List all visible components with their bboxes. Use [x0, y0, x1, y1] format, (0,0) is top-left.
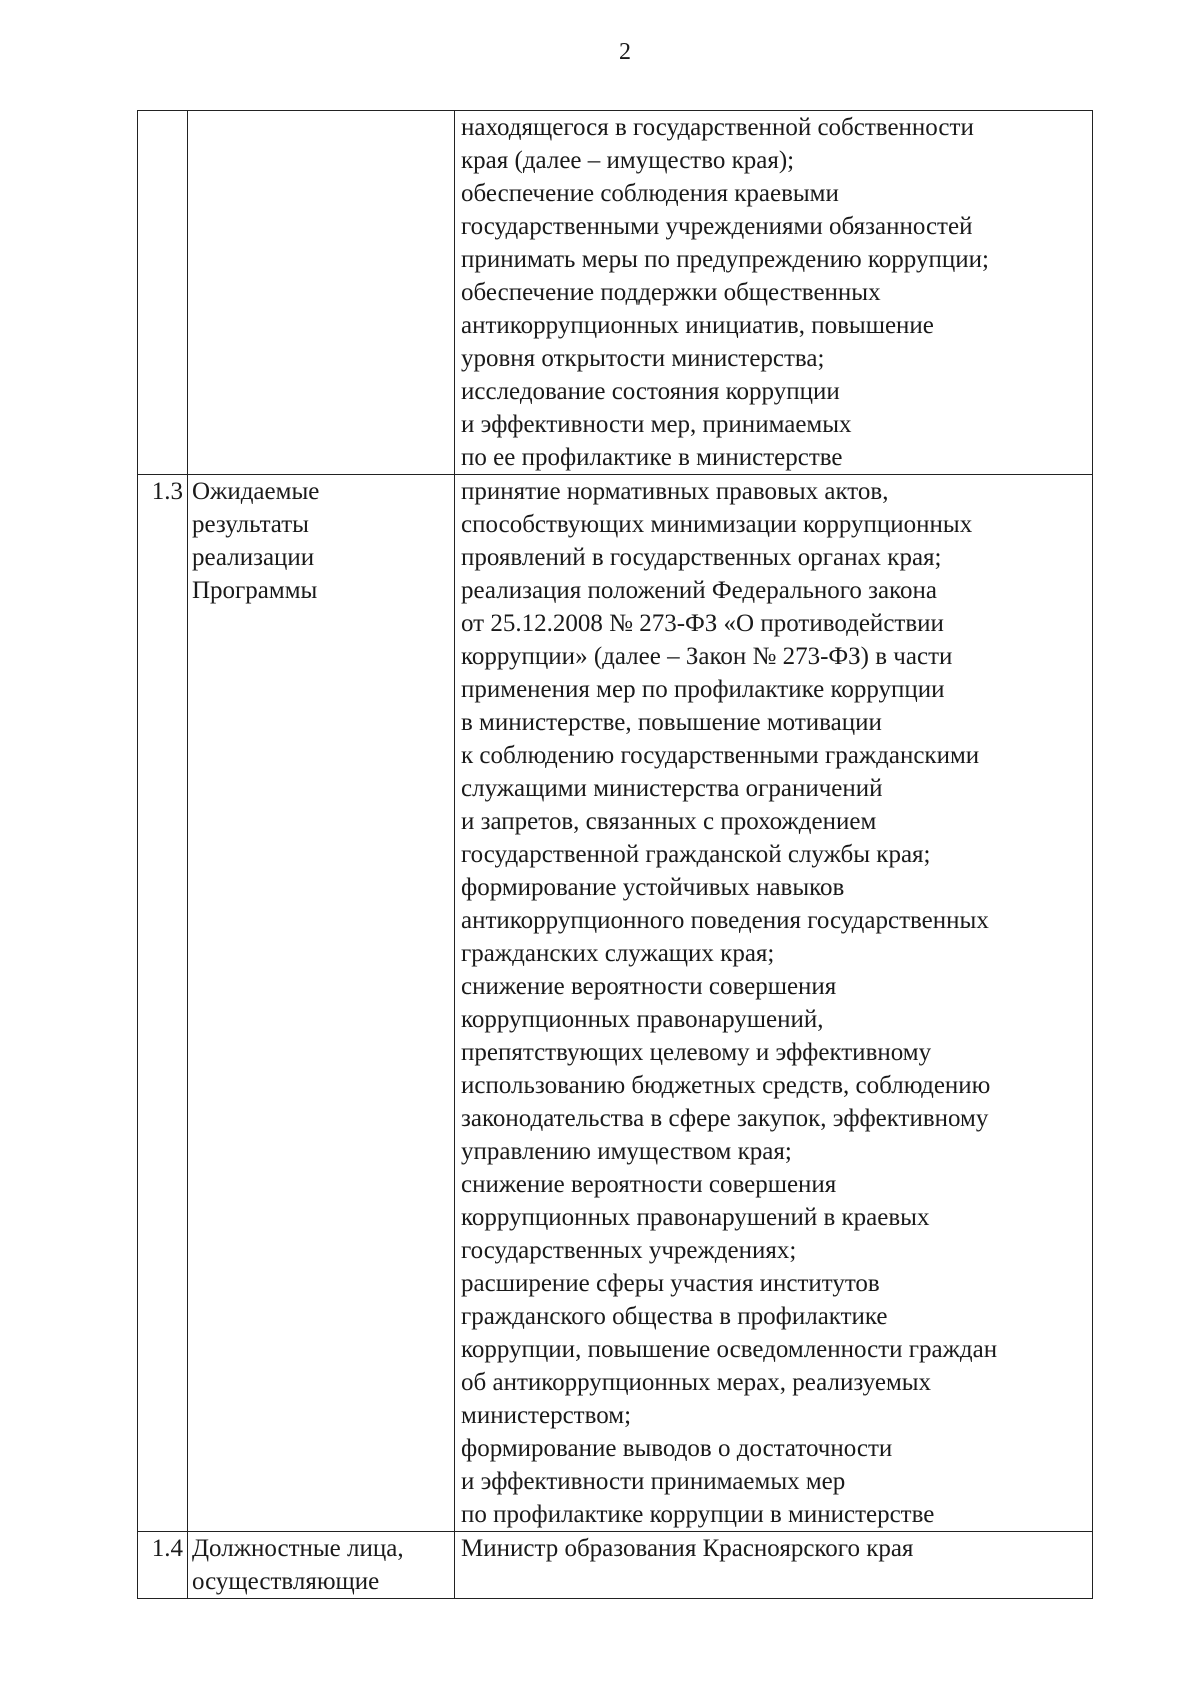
content-line: способствующих минимизации коррупционных — [461, 511, 973, 538]
content-line: по профилактике коррупции в министерстве — [461, 1501, 935, 1528]
content-line: служащими министерства ограничений — [461, 775, 883, 802]
content-line: препятствующих целевому и эффективному — [461, 1039, 932, 1066]
content-line: находящегося в государственной собственности — [461, 114, 974, 141]
row-label-line: реализации — [192, 544, 315, 571]
content-line: края (далее – имущество края); — [461, 147, 795, 174]
table-row — [138, 475, 1093, 1532]
content-line: исследование состояния коррупции — [461, 378, 840, 405]
program-passport-table — [137, 110, 1093, 1599]
content-line: снижение вероятности совершения — [461, 1171, 837, 1198]
content-line: коррупции» (далее – Закон № 273-ФЗ) в части — [461, 643, 953, 670]
content-line: обеспечение поддержки общественных — [461, 279, 881, 306]
content-line: формирование выводов о достаточности — [461, 1435, 893, 1462]
row-label-line: осуществляющие — [192, 1568, 380, 1595]
content-line: уровня открытости министерства; — [461, 345, 825, 372]
content-line: государственной гражданской службы края; — [461, 841, 931, 868]
row-label-line: результаты — [192, 511, 309, 538]
content-line: к соблюдению государственными гражданскими — [461, 742, 980, 769]
content-line: и эффективности мер, принимаемых — [461, 411, 852, 438]
row-label-line: Программы — [192, 577, 318, 604]
content-line: в министерстве, повышение мотивации — [461, 709, 882, 736]
content-line: по ее профилактике в министерстве — [461, 444, 843, 471]
row-label-cell — [188, 475, 455, 1532]
row-content-cell — [455, 475, 1093, 1532]
content-line: коррупционных правонарушений, — [461, 1006, 824, 1033]
content-line: принимать меры по предупреждению коррупции; — [461, 246, 989, 273]
content-line: снижение вероятности совершения — [461, 973, 837, 1000]
content-line: антикоррупционных инициатив, повышение — [461, 312, 934, 339]
content-line: антикоррупционного поведения государственных — [461, 907, 989, 934]
row-content-cell — [455, 111, 1093, 475]
content-line: государственных учреждениях; — [461, 1237, 797, 1264]
row-content-cell — [455, 1532, 1093, 1599]
row-label-line: Должностные лица, — [192, 1535, 404, 1562]
content-line: коррупции, повышение осведомленности граждан — [461, 1336, 998, 1363]
content-line: Министр образования Красноярского края — [461, 1535, 914, 1562]
row-label-cell — [188, 111, 455, 475]
table-row — [138, 1532, 1093, 1599]
content-line: управлению имуществом края; — [461, 1138, 792, 1165]
content-line: принятие нормативных правовых актов, — [461, 478, 889, 505]
content-line: реализация положений Федерального закона — [461, 577, 937, 604]
row-label-line: Ожидаемые — [192, 478, 320, 505]
content-line: министерством; — [461, 1402, 632, 1429]
content-line: гражданских служащих края; — [461, 940, 775, 967]
content-line: использованию бюджетных средств, соблюдению — [461, 1072, 991, 1099]
content-line: проявлений в государственных органах края; — [461, 544, 942, 571]
content-line: формирование устойчивых навыков — [461, 874, 845, 901]
content-line: государственными учреждениями обязанностей — [461, 213, 973, 240]
row-number-cell: 1.3 — [138, 475, 188, 1532]
content-line: об антикоррупционных мерах, реализуемых — [461, 1369, 932, 1396]
content-line: применения мер по профилактике коррупции — [461, 676, 945, 703]
content-line: и запретов, связанных с прохождением — [461, 808, 877, 835]
row-number-cell — [138, 111, 188, 475]
content-line: гражданского общества в профилактике — [461, 1303, 888, 1330]
table-row — [138, 111, 1093, 475]
content-line: расширение сферы участия институтов — [461, 1270, 880, 1297]
content-line: законодательства в сфере закупок, эффективному — [461, 1105, 989, 1132]
row-label-cell — [188, 1532, 455, 1599]
content-line: коррупционных правонарушений в краевых — [461, 1204, 930, 1231]
page-number: 2 — [619, 39, 631, 65]
row-number-cell: 1.4 — [138, 1532, 188, 1599]
content-line: обеспечение соблюдения краевыми — [461, 180, 839, 207]
content-line: и эффективности принимаемых мер — [461, 1468, 846, 1495]
content-line: от 25.12.2008 № 273-ФЗ «О противодействии — [461, 610, 944, 637]
